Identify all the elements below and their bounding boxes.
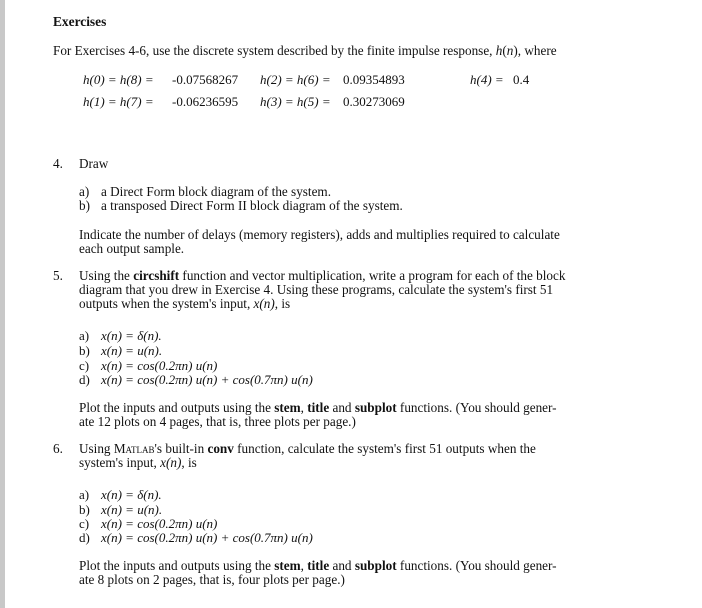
ex5-line3 — [79, 297, 290, 311]
ex6-line2b: x(n) — [160, 455, 182, 470]
ex6-plot-b: functions. (You should gener- — [399, 558, 557, 573]
ex6-plot-comma: , — [300, 558, 304, 573]
ex6-input-d-label: d) — [79, 530, 90, 545]
coef-h3-label: h(3) = h(5) = — [260, 94, 331, 109]
ex5-input-c — [79, 359, 217, 373]
coef-h2-label: h(2) = h(6) = — [260, 72, 331, 87]
ex6-input-b-expr: x(n) = u(n). — [101, 502, 163, 517]
coef-h3-value: 0.30273069 — [343, 94, 405, 109]
ex5-line1 — [79, 269, 565, 283]
ex5-input-d-expr: x(n) = cos(0.2πn) u(n) + cos(0.7πn) u(n) — [101, 372, 313, 387]
ex6-line2 — [79, 456, 197, 470]
ex4-item-b-label: b) — [79, 198, 90, 213]
coef-h0-value: -0.07568267 — [172, 72, 239, 87]
ex5-line3b: x(n) — [253, 296, 275, 311]
ex5-keyword-title: title — [307, 400, 330, 415]
ex6-keyword-subplot: subplot — [354, 558, 397, 573]
ex5-input-c-expr: x(n) = cos(0.2πn) u(n) — [101, 358, 218, 373]
ex6-input-d — [79, 531, 313, 545]
ex5-plot-and: and — [332, 400, 352, 415]
ex6-p2: 's built-in — [154, 441, 205, 456]
ex4-number: 4. — [53, 156, 63, 171]
ex5-p2: function and vector multiplication, write a program for each of the block — [182, 268, 566, 283]
ex5-line3a: outputs when the system's input, — [79, 296, 251, 311]
ex5-plot-comma: , — [300, 400, 304, 415]
ex5-keyword-stem: stem — [274, 400, 301, 415]
ex6-input-b-label: b) — [79, 502, 90, 517]
ex6-line2c: , is — [181, 455, 197, 470]
ex4-item-a-text: a Direct Form block diagram of the system. — [101, 184, 331, 199]
ex6-number: 6. — [53, 441, 63, 456]
ex5-keyword-circshift: circshift — [133, 268, 180, 283]
coef-h1-value: -0.06236595 — [172, 94, 239, 109]
ex5-input-a — [79, 329, 162, 343]
intro-var: n — [506, 43, 514, 58]
ex5-p1: Using the — [79, 268, 130, 283]
ex6-keyword-conv: conv — [207, 441, 234, 456]
ex5-plot-b: functions. (You should gener- — [399, 400, 557, 415]
ex5-line3c: , is — [274, 296, 291, 311]
ex6-matlab: Matlab — [113, 441, 155, 456]
ex5-input-b — [79, 344, 162, 358]
ex4-note-line1: Indicate the number of delays (memory registers), adds and multiplies required to calculate — [79, 227, 560, 242]
ex5-input-d — [79, 373, 313, 387]
ex5-plot-line1 — [79, 401, 557, 415]
ex6-input-c-expr: x(n) = cos(0.2πn) u(n) — [101, 516, 218, 531]
ex4-item-b — [79, 199, 403, 213]
ex5-input-b-expr: x(n) = u(n). — [101, 343, 163, 358]
ex5-keyword-subplot: subplot — [354, 400, 397, 415]
ex6-line2a: system's input, — [79, 455, 157, 470]
ex6-keyword-stem: stem — [274, 558, 301, 573]
coef-h0-label: h(0) = h(8) = — [83, 72, 154, 87]
ex6-input-a-expr: x(n) = δ(n). — [101, 487, 162, 502]
ex6-input-c-label: c) — [79, 516, 90, 531]
ex5-input-d-label: d) — [79, 372, 90, 387]
ex4-item-a-label: a) — [79, 184, 90, 199]
ex5-input-b-label: b) — [79, 343, 90, 358]
ex6-plot-line2: ate 8 plots on 2 pages, that is, four plots per page.) — [79, 572, 345, 587]
ex6-input-b — [79, 503, 162, 517]
ex6-input-c — [79, 517, 217, 531]
ex5-line2: diagram that you drew in Exercise 4. Using these programs, calculate the system's first 51 — [79, 282, 554, 297]
ex6-input-a — [79, 488, 162, 502]
ex5-input-a-label: a) — [79, 328, 90, 343]
ex5-input-a-expr: x(n) = δ(n). — [101, 328, 162, 343]
ex4-note-line2: each output sample. — [79, 241, 185, 256]
ex5-plot-line2: ate 12 plots on 4 pages, that is, three plots per page.) — [79, 414, 356, 429]
section-title: Exercises — [53, 14, 107, 29]
ex4-title: Draw — [79, 156, 109, 171]
coef-h1-label: h(1) = h(7) = — [83, 94, 154, 109]
intro-prefix: For Exercises 4-6, use the discrete system described by the finite impulse response, — [53, 43, 493, 58]
intro-suffix: , where — [517, 43, 557, 58]
coef-h4-label: h(4) = — [470, 72, 504, 87]
ex6-input-d-expr: x(n) = cos(0.2πn) u(n) + cos(0.7πn) u(n) — [101, 530, 313, 545]
ex4-item-b-text: a transposed Direct Form II block diagram of the system. — [101, 198, 403, 213]
coef-h2-value: 0.09354893 — [343, 72, 405, 87]
left-margin-bar — [0, 0, 5, 608]
ex6-plot-and: and — [332, 558, 352, 573]
ex4-item-a — [79, 185, 331, 199]
ex6-line1 — [79, 442, 536, 456]
ex6-p1: Using — [79, 441, 111, 456]
ex6-input-a-label: a) — [79, 487, 90, 502]
ex6-p3: function, calculate the system's first 51 outputs when the — [237, 441, 536, 456]
coef-h4-value: 0.4 — [513, 72, 530, 87]
ex6-keyword-title: title — [307, 558, 330, 573]
intro-fn: h — [495, 43, 503, 58]
ex6-plot-line1 — [79, 559, 557, 573]
ex5-number: 5. — [53, 268, 63, 283]
ex5-plot-a: Plot the inputs and outputs using the — [79, 400, 271, 415]
ex5-input-c-label: c) — [79, 358, 90, 373]
intro-text: For Exercises 4-6, use the discrete system described by the finite impulse response, h(n), where — [53, 43, 557, 58]
ex6-plot-a: Plot the inputs and outputs using the — [79, 558, 271, 573]
